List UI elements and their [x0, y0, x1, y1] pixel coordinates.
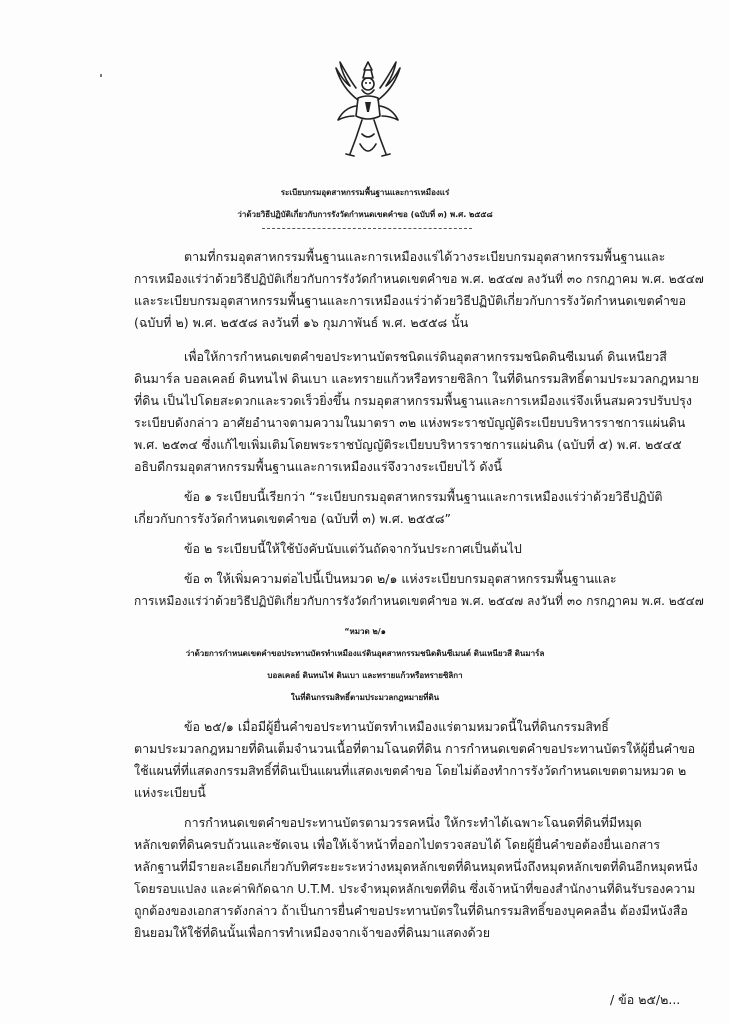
paragraph-line: เพื่อให้การกำหนดเขตคำขอประทานบัตรชนิดแร่ดินอุตสาหกรรมชนิดดินซีเมนต์ ดินเหนียวสี	[184, 349, 667, 364]
paragraph-line: ที่ดิน เป็นไปโดยสะดวกและรวดเร็วยิ่งขึ้น กรมอุตสาหกรรมพื้นฐานและการเหมืองแร่จึงเห็นสมควรปรับปรุง	[134, 393, 692, 408]
title-divider	[262, 228, 472, 229]
chapter-title-line: ว่าด้วยการกำหนดเขตคำขอประทานบัตรทำเหมืองแร่ดินอุตสาหกรรมชนิดดินซีเมนต์ ดินเหนียวสี ดินมาร์ล	[185, 649, 545, 658]
garuda-emblem-icon	[332, 58, 404, 163]
paragraph-line: โดยรอบแปลง และค่าพิกัดฉาก U.T.M. ประจำหมุดหลักเขตที่ดิน ซึ่งเจ้าหน้าที่ของสำนักงานที่ดินรับรองความ	[134, 882, 696, 896]
clause-2-line: ข้อ ๒ ระเบียบนี้ให้ใช้บังคับนับแต่วันถัดจากวันประกาศเป็นต้นไป	[184, 541, 522, 556]
paragraph-line: การกำหนดเขตคำขอประทานบัตรตามวรรคหนึ่ง ให้กระทำได้เฉพาะโฉนดที่ดินที่มีหมุด	[184, 815, 642, 830]
clause-1-line: เกี่ยวกับการรังวัดกำหนดเขตคำขอ (ฉบับที่ ๓) พ.ศ. ๒๕๕๘”	[134, 511, 452, 526]
page-continuation: / ข้อ ๒๕/๒...	[610, 992, 681, 1007]
paragraph-line: ตามที่กรมอุตสาหกรรมพื้นฐานและการเหมืองแร่ได้วางระเบียบกรมอุตสาหกรรมพื้นฐานและ	[184, 249, 666, 264]
chapter-number: “หมวด ๒/๑	[344, 627, 386, 636]
clause-25-1-line: ข้อ ๒๕/๑ เมื่อมีผู้ยื่นคำขอประทานบัตรทำเหมืองแร่ตามหมวดนี้ในที่ดินกรรมสิทธิ์	[184, 719, 609, 734]
paragraph-line: อธิบดีกรมอุตสาหกรรมพื้นฐานและการเหมืองแร่จึงวางระเบียบไว้ ดังนี้	[134, 459, 503, 474]
paragraph-line: ยินยอมให้ใช้ที่ดินนั้นเพื่อการทำเหมืองจากเจ้าของที่ดินมาแสดงด้วย	[134, 925, 491, 940]
clause-25-1-line: ใช้แผนที่ที่แสดงกรรมสิทธิ์ที่ดินเป็นแผนที่แสดงเขตคำขอ โดยไม่ต้องทำการรังวัดกำหนดเขตตามหมวด ๒	[134, 763, 687, 778]
scan-speck	[100, 74, 102, 77]
paragraph-line: หลักฐานที่มีรายละเอียดเกี่ยวกับทิศระยะระหว่างหมุดหลักเขตที่ดินหมุดหนึ่งถึงหมุดหลักเขตที่ดินอีกหมุดหนึ่ง	[134, 859, 698, 874]
paragraph-line: หลักเขตที่ดินครบถ้วนและชัดเจน เพื่อให้เจ้าหน้าที่ออกไปตรวจสอบได้ โดยผู้ยื่นคำขอต้องยื่นเอกสาร	[134, 837, 661, 852]
paragraph-line: และระเบียบกรมอุตสาหกรรมพื้นฐานและการเหมืองแร่ว่าด้วยวิธีปฏิบัติเกี่ยวกับการรังวัดกำหนดเขตคำขอ	[134, 293, 687, 308]
chapter-title-line: บอลเคลย์ ดินทนไฟ ดินเบา และทรายแก้วหรือทรายซิลิกา	[267, 671, 463, 680]
paragraph-line: (ฉบับที่ ๒) พ.ศ. ๒๕๕๘ ลงวันที่ ๑๖ กุมภาพันธ์ พ.ศ. ๒๕๕๘ นั้น	[134, 315, 469, 330]
clause-25-1-line: แห่งระเบียบนี้	[134, 785, 206, 800]
clause-3-line: การเหมืองแร่ว่าด้วยวิธีปฏิบัติเกี่ยวกับการรังวัดกำหนดเขตคำขอ พ.ศ. ๒๕๔๗ ลงวันที่ ๓๐ กรกฎาคม พ.ศ. ๒๕๔๗	[134, 594, 704, 608]
paragraph-line: การเหมืองแร่ว่าด้วยวิธีปฏิบัติเกี่ยวกับการรังวัดกำหนดเขตคำขอ พ.ศ. ๒๕๔๗ ลงวันที่ ๓๐ กรกฎาคม พ.ศ. ๒๕๔๗	[134, 272, 704, 286]
paragraph-line: ดินมาร์ล บอลเคลย์ ดินทนไฟ ดินเบา และทรายแก้วหรือทรายซิลิกา ในที่ดินกรรมสิทธิ์ตามประมวลกฎหมาย	[134, 371, 699, 386]
clause-25-1-line: ตามประมวลกฎหมายที่ดินเต็มจำนวนเนื้อที่ตามโฉนดที่ดิน การกำหนดเขตคำขอประทานบัตรให้ผู้ยื่นคำขอ	[134, 741, 696, 756]
paragraph-line: พ.ศ. ๒๕๓๔ ซึ่งแก้ไขเพิ่มเติมโดยพระราชบัญญัติระเบียบบริหารราชการแผ่นดิน (ฉบับที่ ๕) พ.ศ. ๒๕๔๕	[134, 437, 682, 452]
chapter-title-line: ในที่ดินกรรมสิทธิ์ตามประมวลกฎหมายที่ดิน	[290, 693, 440, 702]
regulation-title: ระเบียบกรมอุตสาหกรรมพื้นฐานและการเหมืองแร่	[280, 188, 450, 197]
regulation-subtitle: ว่าด้วยวิธีปฏิบัติเกี่ยวกับการรังวัดกำหนดเขตคำขอ (ฉบับที่ ๓) พ.ศ. ๒๕๕๘	[237, 210, 493, 219]
paragraph-line: ถูกต้องของเอกสารดังกล่าว ถ้าเป็นการยื่นคำขอประทานบัตรในที่ดินกรรมสิทธิ์ของบุคคลอื่น ต้องมีหนังสือ	[134, 903, 688, 918]
paragraph-line: ระเบียบดังกล่าว อาศัยอำนาจตามความในมาตรา ๓๒ แห่งพระราชบัญญัติระเบียบบริหารราชการแผ่นดิน	[134, 415, 686, 430]
clause-1-line: ข้อ ๑ ระเบียบนี้เรียกว่า “ระเบียบกรมอุตสาหกรรมพื้นฐานและการเหมืองแร่ว่าด้วยวิธีปฏิบัติ	[184, 489, 663, 504]
clause-3-line: ข้อ ๓ ให้เพิ่มความต่อไปนี้เป็นหมวด ๒/๑ แห่งระเบียบกรมอุตสาหกรรมพื้นฐานและ	[184, 571, 617, 586]
